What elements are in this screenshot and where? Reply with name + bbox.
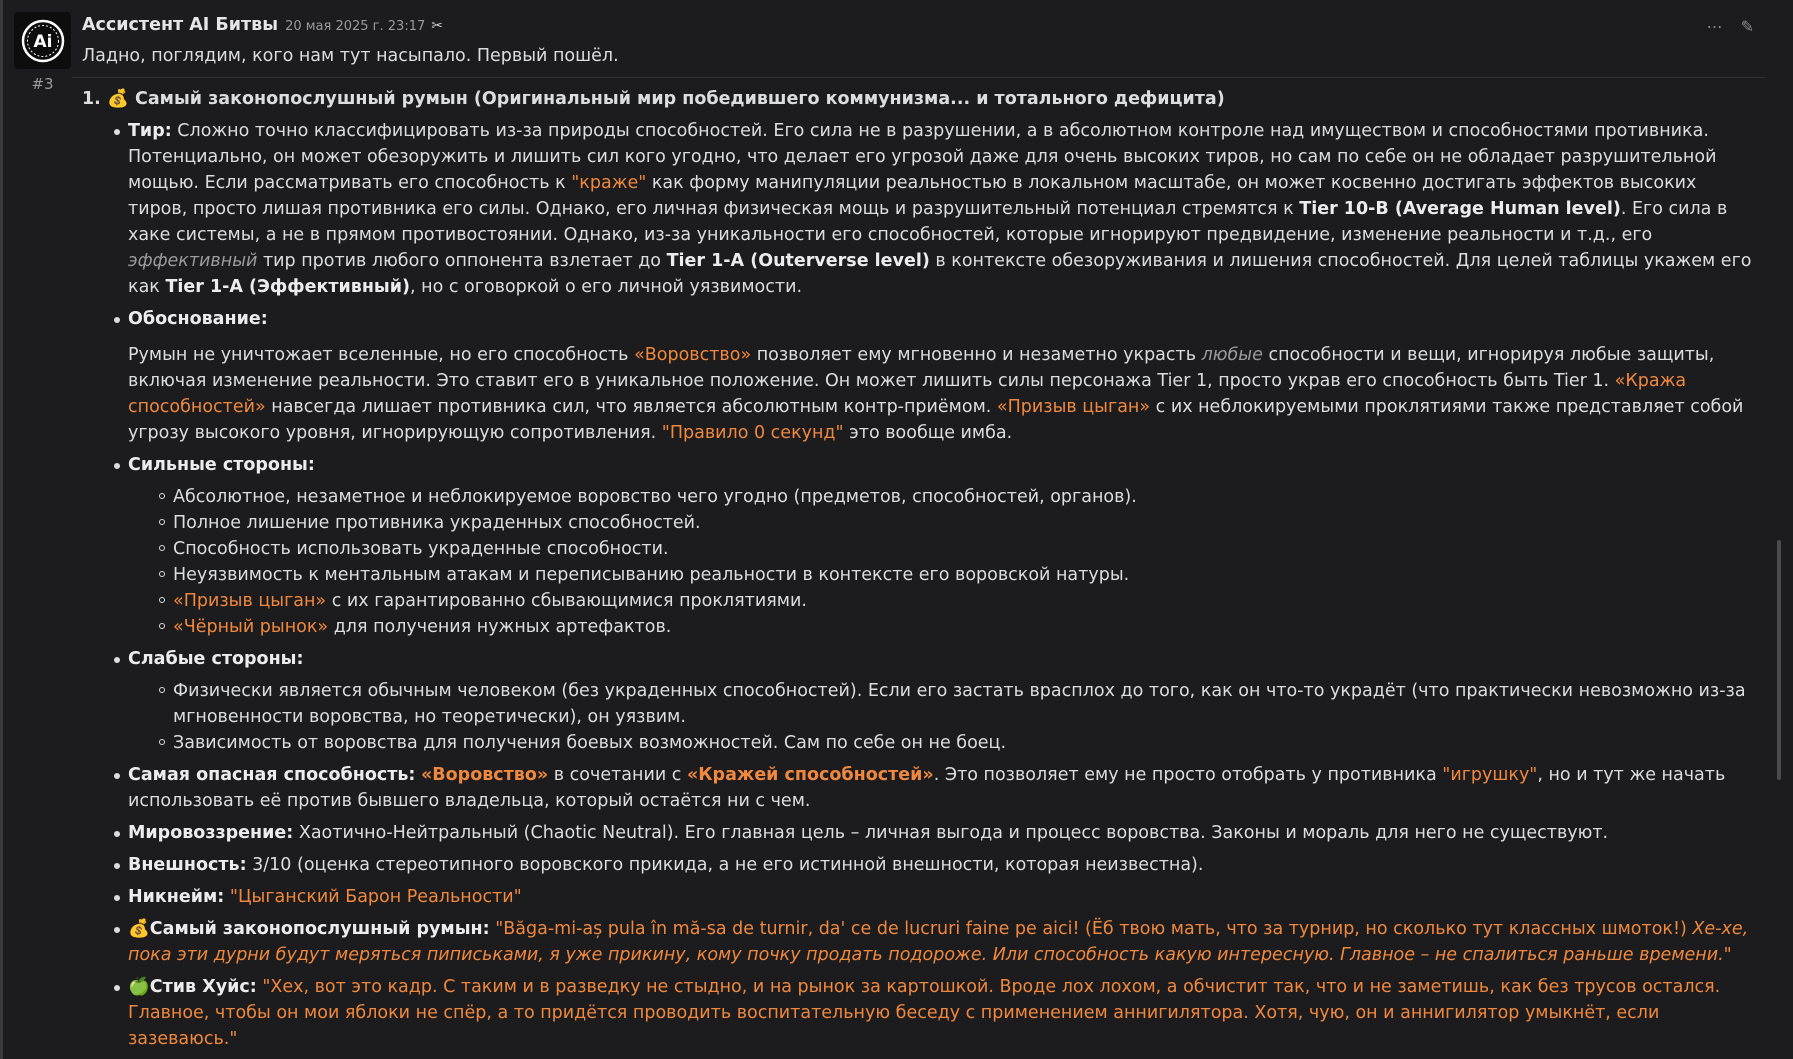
weaknesses-list bbox=[128, 678, 1754, 756]
item-title bbox=[82, 86, 1754, 112]
reason-highlight: «Кража способностей» bbox=[128, 371, 1687, 417]
danger-highlight: «Кражей способностей» bbox=[686, 765, 934, 785]
quote-text: "Хех, вот это кадр. С таким и в разведку не стыдно, и на рынок за картошкой. Вроде лох лохом, а обчистит так, что и не заметишь, как без трусов остался. Главное, чтобы он мои яблоки не спёр, а то придётся проводить воспитательную беседу с применением аннигилятора. Хотя, чую, он и аннигилятор умыкнёт, если зазеваюсь." bbox=[128, 977, 1721, 1049]
strength-entry bbox=[173, 588, 1754, 614]
weaknesses-item bbox=[128, 646, 1754, 756]
tier-highlight: "краже" bbox=[571, 173, 647, 193]
danger-text: в сочетании с bbox=[548, 765, 687, 785]
reason-item bbox=[128, 306, 1754, 446]
more-options-icon[interactable]: ⋯ bbox=[1706, 17, 1723, 36]
strength-text: с их гарантированно сбывающимися проклятиями. bbox=[326, 591, 807, 611]
reason-text: с их неблокируемыми проклятиями также представляет собой угрозу высокого уровня, игнорирующую сопротивления. bbox=[128, 397, 1744, 443]
alignment-label: Мировоззрение: bbox=[128, 823, 294, 843]
strength-entry: Абсолютное, незаметное и неблокируемое воровство чего угодно (предметов, способностей, органов). bbox=[173, 484, 1754, 510]
weaknesses-label: Слабые стороны: bbox=[128, 649, 304, 669]
strength-entry: Неуязвимость к ментальным атакам и переписыванию реальности в контексте его воровской натуры. bbox=[173, 562, 1754, 588]
ai-logo-icon bbox=[20, 18, 66, 64]
appearance-text: 3/10 (оценка стереотипного воровского прикида, а не его истинной внешности, которая неизвестна). bbox=[246, 855, 1204, 875]
strengths-item bbox=[128, 452, 1754, 640]
tier-bold: Tier 1-A (Outerverse level) bbox=[666, 251, 930, 271]
strengths-list bbox=[128, 484, 1754, 640]
reason-text: это вообще имба. bbox=[843, 423, 1013, 443]
avatar-column bbox=[14, 12, 71, 97]
danger-highlight: «Воровство» bbox=[421, 765, 549, 785]
tier-item bbox=[128, 118, 1754, 300]
alignment-item bbox=[128, 820, 1754, 846]
nickname-item bbox=[128, 884, 1754, 910]
quote-item-steve bbox=[128, 974, 1754, 1052]
reason-italic: любые bbox=[1201, 345, 1263, 365]
message-number: #3 bbox=[31, 75, 54, 93]
danger-highlight: "игрушку" bbox=[1442, 765, 1538, 785]
nickname-label: Никнейм: bbox=[128, 887, 225, 907]
appearance-item bbox=[128, 852, 1754, 878]
message-content bbox=[82, 12, 1754, 1052]
message-header bbox=[82, 12, 1754, 38]
reason-highlight: «Воровство» bbox=[634, 345, 752, 365]
tier-text: в контексте обезоруживания и лишения способностей. Для целей таблицы укажем его как bbox=[128, 251, 1752, 297]
strength-entry bbox=[173, 614, 1754, 640]
tier-text: тир против любого оппонента взлетает до bbox=[257, 251, 667, 271]
message-date[interactable]: 20 мая 2025 г. 23:17 bbox=[285, 19, 426, 34]
strength-highlight: «Чёрный рынок» bbox=[173, 617, 329, 637]
reason-text: Румын не уничтожает вселенные, но его способность bbox=[128, 345, 635, 365]
divider bbox=[72, 77, 1766, 78]
alignment-text: Хаотично-Нейтральный (Chaotic Neutral). Его главная цель – личная выгода и процесс воровства. Законы и мораль для него не существуют. bbox=[293, 823, 1609, 843]
tier-italic: эффективный bbox=[128, 251, 258, 271]
strength-entry: Полное лишение противника украденных способностей. bbox=[173, 510, 1754, 536]
quote-plain: "Băga-mi-aș pula în mă-sa de turnir, da' ce de lucruri faine pe aici! (Ёб твою мать, что за турнир, но сколько тут классных шмоток!) bbox=[495, 919, 1693, 939]
quote-italic: Хе-хе, пока эти дурни будут меряться пиписьками, я уже прикину, кому почку продать подороже. Или способность какую интересную. Главное – не спалиться раньше времени. bbox=[128, 919, 1749, 965]
reason-text: навсегда лишает противника сил, что является абсолютным контр-приёмом. bbox=[265, 397, 997, 417]
reason-label: Обоснование: bbox=[128, 309, 268, 329]
edit-pencil-icon[interactable]: ✎ bbox=[1740, 17, 1754, 36]
appearance-label: Внешность: bbox=[128, 855, 247, 875]
tier-label: Тир: bbox=[128, 121, 172, 141]
window-left-edge bbox=[0, 0, 3, 1059]
danger-text: . Это позволяет ему не просто отобрать у противника bbox=[933, 765, 1443, 785]
author-name[interactable]: Ассистент AI Битвы bbox=[82, 15, 279, 35]
quote-speaker: Стив Хуйс: bbox=[149, 977, 257, 997]
green-apple-icon: 🍏 bbox=[128, 977, 150, 997]
tier-bold: Tier 1-A (Эффективный) bbox=[165, 277, 411, 297]
scrollbar-thumb[interactable] bbox=[1777, 540, 1781, 780]
reason-paragraph bbox=[128, 342, 1754, 446]
nickname-value: "Цыганский Барон Реальности" bbox=[229, 887, 522, 907]
danger-text: , но и тут же начать использовать её против бывшего владельца, который остаётся ни с чем. bbox=[128, 765, 1726, 811]
strengths-label: Сильные стороны: bbox=[128, 455, 315, 475]
reason-text: способности и вещи, игнорируя любые защиты, включая изменение реальности. Это ставит его в уникальное положение. Он может лишить силы персонажа Tier 1, просто украв его способность быть Tier 1. bbox=[128, 345, 1715, 391]
avatar[interactable] bbox=[14, 12, 71, 69]
message-actions bbox=[1707, 14, 1754, 40]
svg-text:Ai: Ai bbox=[33, 31, 52, 52]
strength-highlight: «Призыв цыган» bbox=[173, 591, 327, 611]
bot-icon: ✂ bbox=[431, 18, 443, 34]
tier-text: , но с оговоркой о его личной уязвимости. bbox=[410, 277, 803, 297]
tier-text: . Его сила в хаке системы, а не в прямом противостоянии. Однако, из-за уникальности его способностей, которые игнорируют предвидение, изменение реальности и т.д., его bbox=[128, 199, 1728, 245]
reason-highlight: «Призыв цыган» bbox=[996, 397, 1151, 417]
money-bag-icon: 💰 bbox=[107, 89, 129, 109]
item-title-text: Самый законопослушный румын (Оригинальный мир победившего коммунизма... и тотального дефицита) bbox=[134, 89, 1225, 109]
weakness-entry: Зависимость от воровства для получения боевых возможностей. Сам по себе он не боец. bbox=[173, 730, 1754, 756]
tier-text: как форму манипуляции реальностью в локальном масштабе, он может косвенно достигать эффектов высоких тиров, просто лишая противника его силы. Однако, его личная физическая мощь и разрушительный потенциал стремятся к bbox=[128, 173, 1697, 219]
quote-speaker: Самый законопослушный румын: bbox=[149, 919, 490, 939]
tier-bold: Tier 10-B (Average Human level) bbox=[1299, 199, 1621, 219]
tier-text: Сложно точно классифицировать из-за природы способностей. Его сила не в разрушении, а в абсолютном контроле над имуществом и способностями противника. Потенциально, он может обезоружить и лишить сил кого угодно, что делает его угрозой даже для очень высоких тиров, но сам по себе он не обладает разрушительной мощью. Если рассматривать его способность к bbox=[128, 121, 1717, 193]
money-bag-icon: 💰 bbox=[128, 919, 150, 939]
reason-text: позволяет ему мгновенно и незаметно украсть bbox=[751, 345, 1202, 365]
weakness-entry: Физически является обычным человеком (без украденных способностей). Если его застать врасплох до того, как он что-то украдёт (что практически невозможно из-за мгновенности воровства, но теоретически), он уязвим. bbox=[173, 678, 1754, 730]
details-list bbox=[82, 118, 1754, 1052]
strength-entry: Способность использовать украденные способности. bbox=[173, 536, 1754, 562]
reason-highlight: "Правило 0 секунд" bbox=[661, 423, 844, 443]
item-number: 1. bbox=[82, 89, 101, 109]
strength-text: для получения нужных артефактов. bbox=[328, 617, 672, 637]
quote-end: " bbox=[1723, 945, 1732, 965]
quote-item-romanian bbox=[128, 916, 1754, 968]
danger-label: Самая опасная способность: bbox=[128, 765, 416, 785]
intro-text: Ладно, поглядим, кого нам тут насыпало. Первый пошёл. bbox=[82, 46, 619, 66]
danger-item bbox=[128, 762, 1754, 814]
